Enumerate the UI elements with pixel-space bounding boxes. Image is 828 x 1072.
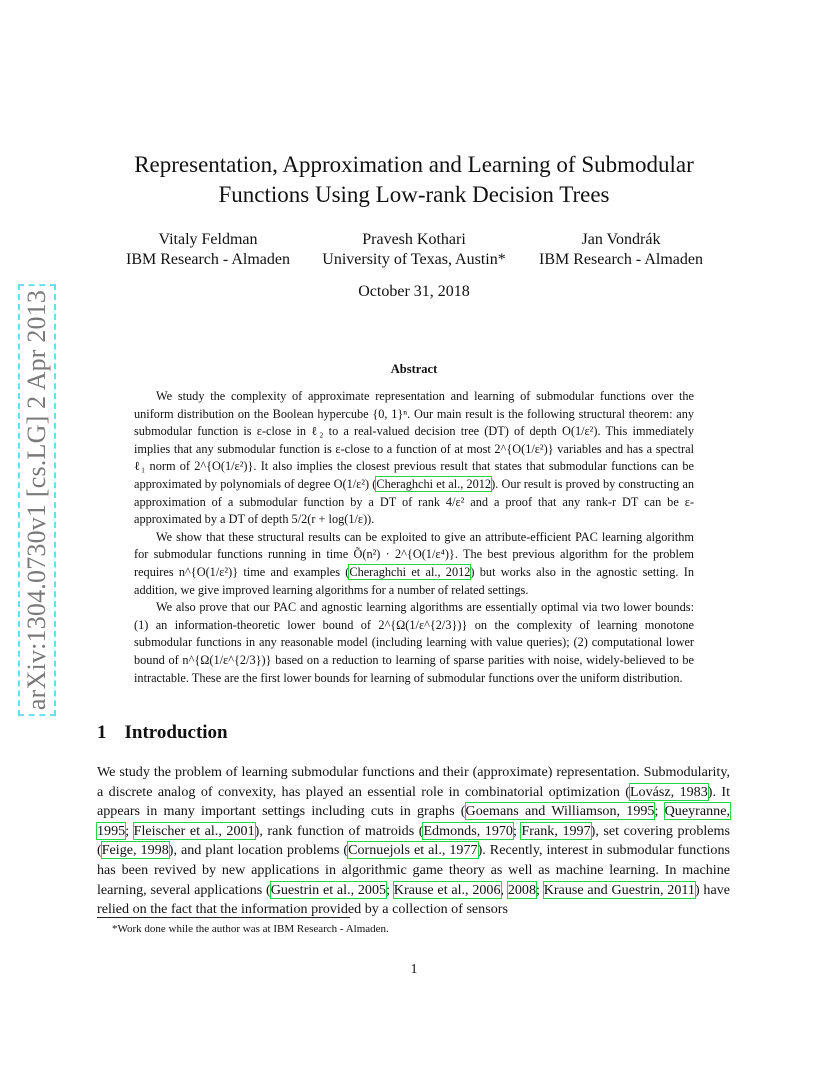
paper-title: Representation, Approximation and Learning of Submodular Functions Using Low-rank Decision Trees [134,152,694,207]
citation-link[interactable]: Cheraghchi et al., 2012 [349,564,471,579]
footnote: *Work done while the author was at IBM Research - Almaden. [112,923,389,935]
citation-link[interactable]: Edmonds, 1970 [423,822,513,839]
section-title: Introduction [124,722,228,743]
author-block [521,230,721,270]
citation-link[interactable]: Lovász, 1983 [629,783,708,800]
citation-link[interactable]: Frank, 1997 [521,822,591,839]
abstract-paragraph: We show that these structural results can be exploited to give an attribute-efficient PAC learning algorithm for submodular functions running in time Õ(n²) · 2^{O(1/ε⁴)}. The best previous algorithm for the problem requires n^{O(1/ε²)} time and examples (Cheraghchi et al., 2012) but works also in the agnostic setting. In addition, we give improved learning algorithms for a number of related settings. [134,529,695,597]
introduction-body [97,763,730,920]
citation-link[interactable]: Fleischer et al., 2001 [133,822,255,839]
author-block [108,230,308,270]
section-number: 1 [97,722,107,743]
citation-link[interactable]: Feige, 1998 [101,842,169,859]
abstract-paragraph: We study the complexity of approximate representation and learning of submodular functions over the uniform distribution on the Boolean hypercube {0, 1}ⁿ. Our main result is the following structural theorem: any submodular function is ε-close in ℓ₂ to a real-valued decision tree (DT) of depth O(1/ε²). This immediately implies that any submodular function is ε-close to a function of at most 2^{O(1/ε²)} variables and has a spectral ℓ₁ norm of 2^{O(1/ε²)}. It also implies the closest previous result that states that submodular functions can be approximated by polynomials of degree O(1/ε²) (Cheraghchi et al., 2012). Our result is proved by constructing an approximation of a submodular function by a DT of rank 4/ε² and a proof that any rank-r DT can be ε-approximated by a DT of depth 5/2(r + log(1/ε)). [134,389,694,527]
citation-link[interactable]: Goemans and Williamson, 1995 [465,803,655,820]
intro-paragraph: We study the problem of learning submodular functions and their (approximate) representation. Submodularity, a discrete analog of convexity, has played an essential role in combinatorial optimization (Lovász, 1983). It appears in many important settings including cuts in graphs (Goemans and Williamson, 1995; Queyranne, 1995; Fleischer et al., 2001), rank function of matroids (Edmonds, 1970; Frank, 1997), set covering problems (Feige, 1998), and plant location problems (Cornuejols et al., 1977). Recently, interest in submodular functions has been revived by new applications in algorithmic game theory as well as machine learning. In machine learning, several applications (Guestrin et al., 2005; Krause et al., 2006, 2008; Krause and Guestrin, 2011) have relied on the fact that the information provided by a collection of sensors [97,764,731,918]
arxiv-identifier[interactable]: arXiv:1304.0730v1 [cs.LG] 2 Apr 2013 [18,284,56,716]
author-name: Vitaly Feldman [158,231,258,248]
abstract-body [134,388,694,687]
citation-link[interactable]: 2008 [507,881,536,898]
abstract-paragraph: We also prove that our PAC and agnostic learning algorithms are essentially optimal via two lower bounds: (1) an information-theoretic lower bound of 2^{Ω(1/ε^{2/3})} on the complexity of learning monotone submodular functions in any reasonable model (including learning with value queries); (2) computational lower bound of n^{Ω(1/ε^{2/3})} based on a reduction to learning of sparse parities with noise, widely-believed to be intractable. These are the first lower bounds for learning of submodular functions over the uniform distribution. [134,600,694,685]
footnote-divider [97,917,350,918]
author-name: Jan Vondrák [581,231,661,248]
citation-link[interactable]: Queyranne, 1995 [97,803,730,839]
citation-link[interactable]: Krause et al., 2006 [393,881,501,898]
author-name: Pravesh Kothari [362,231,466,248]
citation-link[interactable]: Guestrin et al., 2005 [270,881,387,898]
author-affiliation: IBM Research - Almaden [126,251,290,268]
citation-link[interactable]: Krause and Guestrin, 2011 [543,881,695,898]
citation-link[interactable]: Cornuejols et al., 1977 [348,842,478,859]
author-affiliation: IBM Research - Almaden [539,251,703,268]
author-affiliation: University of Texas, Austin* [322,251,506,268]
author-block [314,230,514,270]
page-number: 1 [410,962,418,977]
citation-link[interactable]: Cheraghchi et al., 2012 [376,476,492,491]
section-heading [97,722,228,744]
paper-date: October 31, 2018 [358,283,470,300]
abstract-heading: Abstract [390,362,438,376]
